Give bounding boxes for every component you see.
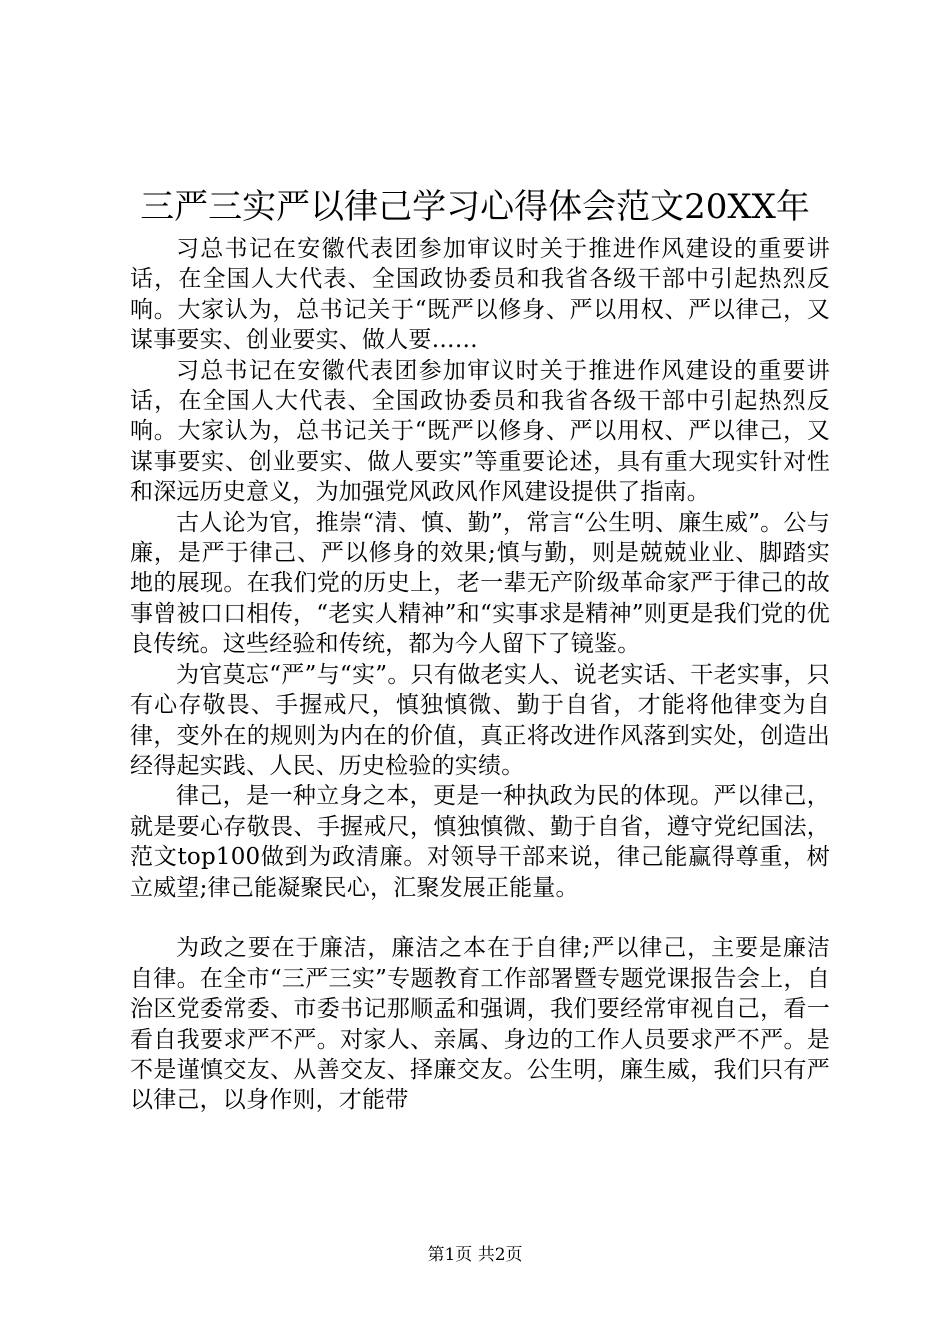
- paragraph-4: 为官莫忘“严”与“实”。只有做老实人、说老实话、干老实事，只有心存敬畏、手握戒尺，慎独慎微、勤于自省，才能将他律变为自律，变外在的规则为内在的价值，真正将改进作风落到实处，创造出经得起实践、人民、历史检验的实绩。: [130, 661, 830, 779]
- paragraph-5: 律己，是一种立身之本，更是一种执政为民的体现。严以律己，就是要心存敬畏、手握戒尺，慎独慎微、勤于自省，遵守党纪国法，范文top100做到为政清廉。对领导干部来说，律己能赢得尊重，树立威望;律己能凝聚民心，汇聚发展正能量。: [130, 783, 830, 901]
- paragraph-2: 习总书记在安徽代表团参加审议时关于推进作风建设的重要讲话，在全国人大代表、全国政协委员和我省各级干部中引起热烈反响。大家认为，总书记关于“既严以修身、严以用权、严以律己，又谋事要实、创业要实、做人要实”等重要论述，具有重大现实针对性和深远历史意义，为加强党风政风作风建设提供了指南。: [130, 357, 830, 506]
- page-footer: 第1页 共2页: [427, 1245, 523, 1265]
- paragraph-6: 为政之要在于廉洁，廉洁之本在于自律;严以律己，主要是廉洁自律。在全市“三严三实”专题教育工作部署暨专题党课报告会上，自治区党委常委、市委书记那顺孟和强调，我们要经常审视自己，看一看自我要求严不严。对家人、亲属、身边的工作人员要求严不严。是不是谨慎交友、从善交友、择廉交友。公生明，廉生威，我们只有严以律己，以身作则，才能带: [130, 935, 830, 1114]
- document-body: [130, 234, 830, 1116]
- document-title: 三严三实严以律己学习心得体会范文20XX年: [140, 187, 810, 227]
- paragraph-3: 古人论为官，推崇“清、慎、勤”，常言“公生明、廉生威”。公与廉，是严于律己、严以修身的效果;慎与勤，则是兢兢业业、脚踏实地的展现。在我们党的历史上，老一辈无产阶级革命家严于律己的故事曾被口口相传，“老实人精神”和“实事求是精神”则更是我们党的优良传统。这些经验和传统，都为今人留下了镜鉴。: [130, 509, 830, 658]
- paragraph-1: 习总书记在安徽代表团参加审议时关于推进作风建设的重要讲话，在全国人大代表、全国政协委员和我省各级干部中引起热烈反响。大家认为，总书记关于“既严以修身、严以用权、严以律己，又谋事要实、创业要实、做人要……: [130, 236, 830, 354]
